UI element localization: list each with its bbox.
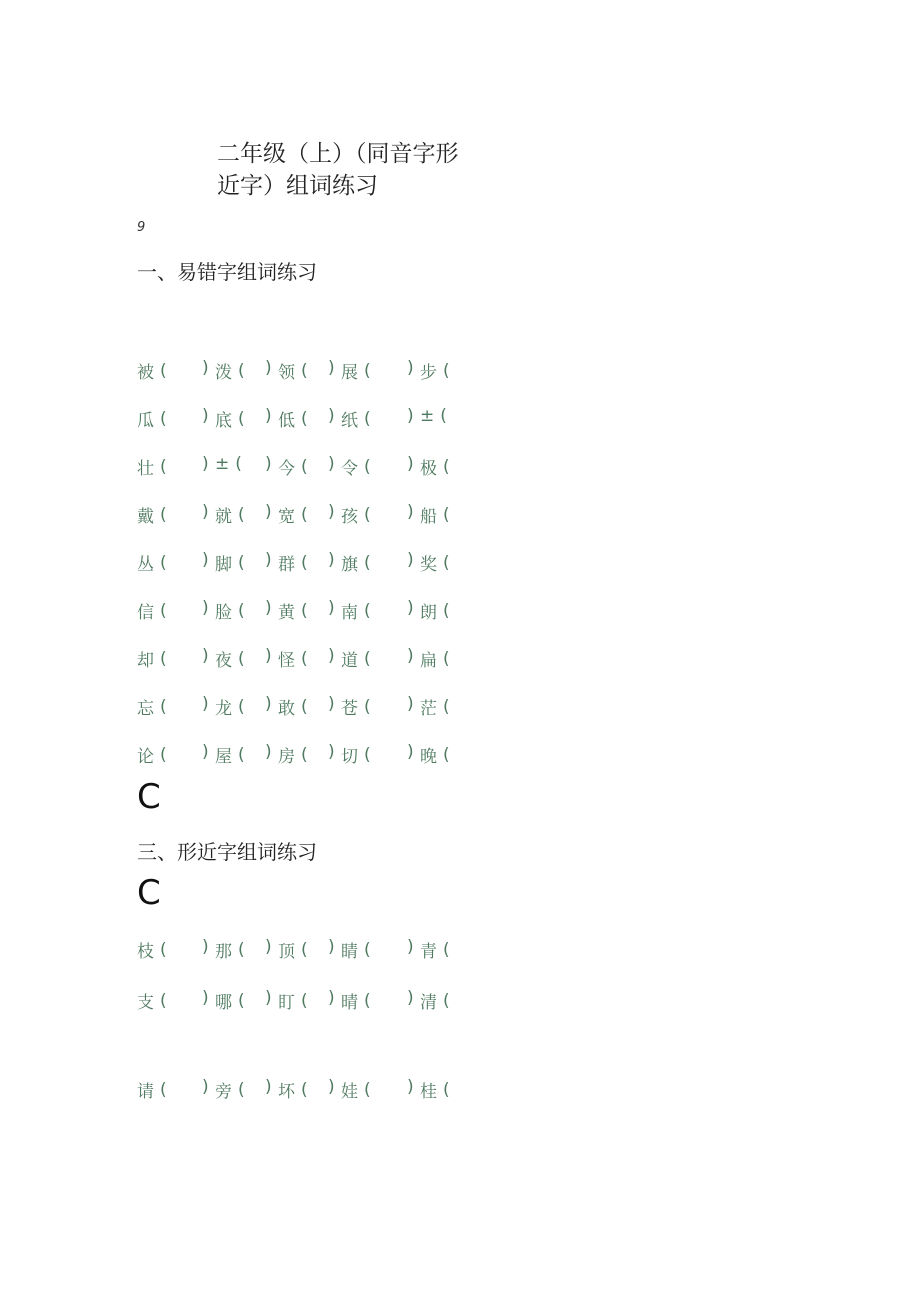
exercise-item [215,406,245,431]
exercise-item [341,358,371,383]
exercise-character: 脸 [215,603,232,623]
exercise-character: 丛 [137,555,154,575]
exercise-item [137,550,167,575]
blank-open-paren: ( [443,744,450,765]
blank-close-paren: ) [328,694,335,714]
exercise-item [278,694,308,719]
blank-open-paren: ( [238,939,245,960]
exercise-item [278,1077,308,1102]
exercise-item [420,646,450,671]
exercise-item [215,694,245,719]
blank-close-paren: ) [265,406,272,426]
exercise-character: 群 [278,555,295,575]
exercise-item [215,454,242,474]
exercise-character: 黄 [278,603,295,623]
blank-open-paren: ( [364,552,371,573]
blank-close-paren: ) [407,742,414,762]
blank-close-paren: ) [202,1077,209,1097]
blank-open-paren: ( [160,408,167,429]
exercise-item [420,598,450,623]
exercise-character: 瓜 [137,411,154,431]
blank-open-paren: ( [364,744,371,765]
exercise-character: 怪 [278,651,295,671]
blank-close-paren: ) [407,358,414,378]
exercise-character: 盯 [278,993,295,1013]
blank-open-paren: ( [364,600,371,621]
blank-open-paren: ( [238,360,245,381]
blank-open-paren: ( [160,600,167,621]
exercise-character: 苍 [341,699,358,719]
exercise-item [341,406,371,431]
blank-close-paren: ) [407,502,414,522]
blank-close-paren: ) [265,550,272,570]
exercise-item [137,937,167,962]
exercise-character: 哪 [215,993,232,1013]
exercise-item [420,742,450,767]
exercise-item [420,550,450,575]
blank-close-paren: ) [202,550,209,570]
blank-open-paren: ( [364,696,371,717]
exercise-item [278,358,308,383]
blank-open-paren: ( [364,504,371,525]
blank-open-paren: ( [160,696,167,717]
title-line-1: 二年级（上）（同音字形 [217,141,459,167]
exercise-character: 壮 [137,459,154,479]
blank-close-paren: ) [407,646,414,666]
exercise-item [278,454,308,479]
section-heading-3: 三、形近字组词练习 [137,840,317,864]
blank-close-paren: ) [265,742,272,762]
blank-open-paren: ( [301,600,308,621]
exercise-character: 被 [137,363,154,383]
blank-open-paren: ( [160,990,167,1011]
exercise-item [278,550,308,575]
blank-open-paren: ( [443,696,450,717]
exercise-character: 夜 [215,651,232,671]
blank-close-paren: ) [202,598,209,618]
exercise-item [215,988,245,1013]
exercise-item [137,1077,167,1102]
exercise-character: 泼 [215,363,232,383]
blank-close-paren: ) [328,502,335,522]
exercise-item [215,598,245,623]
blank-close-paren: ) [202,358,209,378]
exercise-character: 枝 [137,942,154,962]
exercise-item [215,937,245,962]
blank-close-paren: ) [407,694,414,714]
blank-close-paren: ) [328,454,335,474]
blank-open-paren: ( [238,408,245,429]
page-number: 9 [137,220,146,235]
exercise-character: 宽 [278,507,295,527]
exercise-item [278,937,308,962]
exercise-character: 支 [137,993,154,1013]
blank-open-paren: ( [443,552,450,573]
exercise-item [420,454,450,479]
exercise-character: 底 [215,411,232,431]
blank-open-paren: ( [364,1079,371,1100]
title-line-2: 近字）组词练习 [217,173,378,199]
blank-open-paren: ( [301,504,308,525]
blank-open-paren: ( [301,990,308,1011]
exercise-character: 睛 [341,942,358,962]
exercise-character: 桂 [420,1082,437,1102]
exercise-item [278,502,308,527]
blank-close-paren: ) [407,988,414,1008]
exercise-character: 朗 [420,603,437,623]
blank-close-paren: ) [407,598,414,618]
blank-close-paren: ) [328,1077,335,1097]
exercise-character: 戴 [137,507,154,527]
blank-close-paren: ) [202,694,209,714]
exercise-character: 切 [341,747,358,767]
exercise-character: 低 [278,411,295,431]
exercise-item [420,406,447,426]
exercise-character: 奖 [420,555,437,575]
exercise-character: 纸 [341,411,358,431]
exercise-item [420,1077,450,1102]
marker-letter-2: C [137,873,161,913]
blank-open-paren: ( [160,456,167,477]
blank-close-paren: ) [328,406,335,426]
blank-close-paren: ) [328,358,335,378]
blank-open-paren: ( [238,744,245,765]
exercise-character: 却 [137,651,154,671]
blank-close-paren: ) [407,454,414,474]
exercise-item [137,358,167,383]
blank-open-paren: ( [364,939,371,960]
blank-open-paren: ( [238,696,245,717]
exercise-character: 孩 [341,507,358,527]
exercise-character: 领 [278,363,295,383]
exercise-item [420,502,450,527]
exercise-item [278,598,308,623]
exercise-character: 船 [420,507,437,527]
exercise-character: 忘 [137,699,154,719]
blank-close-paren: ) [202,502,209,522]
exercise-item [341,1077,371,1102]
exercise-item [137,646,167,671]
exercise-character: 旁 [215,1082,232,1102]
blank-close-paren: ) [202,454,209,474]
blank-open-paren: ( [301,360,308,381]
blank-open-paren: ( [238,600,245,621]
exercise-character: 茫 [420,699,437,719]
exercise-character: 晚 [420,747,437,767]
blank-close-paren: ) [202,646,209,666]
exercise-item [420,988,450,1013]
blank-close-paren: ) [328,988,335,1008]
exercise-item [137,988,167,1013]
exercise-item [420,358,450,383]
blank-close-paren: ) [407,406,414,426]
blank-open-paren: ( [160,939,167,960]
blank-close-paren: ) [407,550,414,570]
blank-open-paren: ( [364,990,371,1011]
exercise-character: 扁 [420,651,437,671]
exercise-character: 展 [341,363,358,383]
blank-close-paren: ) [265,937,272,957]
exercise-item [341,694,371,719]
blank-open-paren: ( [301,648,308,669]
blank-open-paren: ( [301,408,308,429]
exercise-character: 论 [137,747,154,767]
blank-open-paren: ( [443,990,450,1011]
exercise-character: 那 [215,942,232,962]
exercise-character: 今 [278,459,295,479]
exercise-item [215,502,245,527]
blank-open-paren: ( [160,552,167,573]
blank-open-paren: ( [160,504,167,525]
blank-open-paren: ( [301,696,308,717]
exercise-item [137,406,167,431]
blank-close-paren: ) [328,937,335,957]
blank-close-paren: ) [265,454,272,474]
blank-open-paren: ( [238,1079,245,1100]
blank-close-paren: ) [265,988,272,1008]
exercise-character: 信 [137,603,154,623]
exercise-item [420,694,450,719]
exercise-item [278,406,308,431]
exercise-character: 屋 [215,747,232,767]
blank-close-paren: ) [202,937,209,957]
exercise-item [341,454,371,479]
blank-close-paren: ) [202,742,209,762]
exercise-item [137,598,167,623]
exercise-character: 步 [420,363,437,383]
exercise-character: 龙 [215,699,232,719]
exercise-character: 南 [341,603,358,623]
exercise-item [215,1077,245,1102]
blank-open-paren: ( [443,504,450,525]
blank-open-paren: ( [238,552,245,573]
exercise-item [341,502,371,527]
exercise-character: 脚 [215,555,232,575]
blank-close-paren: ) [265,502,272,522]
blank-close-paren: ) [265,1077,272,1097]
exercise-item [137,742,167,767]
exercise-item [341,988,371,1013]
exercise-character: 青 [420,942,437,962]
blank-open-paren: ( [301,456,308,477]
blank-close-paren: ) [265,646,272,666]
exercise-item [278,742,308,767]
exercise-character: 房 [278,747,295,767]
exercise-item [341,550,371,575]
blank-close-paren: ) [407,1077,414,1097]
blank-close-paren: ) [328,550,335,570]
blank-open-paren: ( [364,408,371,429]
exercise-character: 坏 [278,1082,295,1102]
blank-open-paren: ( [443,360,450,381]
blank-open-paren: ( [160,1079,167,1100]
exercise-item [341,646,371,671]
exercise-character: 请 [137,1082,154,1102]
blank-open-paren: ( [301,1079,308,1100]
exercise-character: 娃 [341,1082,358,1102]
exercise-item [215,358,245,383]
blank-close-paren: ) [407,937,414,957]
blank-open-paren: ( [235,454,242,474]
exercise-character: ± [420,406,435,426]
blank-open-paren: ( [443,939,450,960]
blank-close-paren: ) [328,646,335,666]
blank-open-paren: ( [301,552,308,573]
exercise-item [278,646,308,671]
blank-open-paren: ( [160,744,167,765]
blank-open-paren: ( [160,648,167,669]
exercise-character: 清 [420,993,437,1013]
blank-close-paren: ) [328,742,335,762]
exercise-character: 极 [420,459,437,479]
exercise-character: 晴 [341,993,358,1013]
blank-close-paren: ) [328,598,335,618]
blank-open-paren: ( [440,406,447,426]
exercise-item [341,598,371,623]
exercise-item [137,502,167,527]
section-heading-1: 一、易错字组词练习 [137,260,317,284]
blank-close-paren: ) [202,988,209,1008]
blank-open-paren: ( [301,939,308,960]
blank-open-paren: ( [238,990,245,1011]
blank-close-paren: ) [265,694,272,714]
blank-open-paren: ( [443,456,450,477]
blank-close-paren: ) [265,358,272,378]
exercise-item [278,988,308,1013]
exercise-character: 令 [341,459,358,479]
blank-open-paren: ( [443,600,450,621]
blank-close-paren: ) [202,406,209,426]
exercise-character: 顶 [278,942,295,962]
exercise-item [215,742,245,767]
blank-open-paren: ( [364,360,371,381]
exercise-item [215,646,245,671]
exercise-character: ± [215,454,230,474]
exercise-item [137,454,167,479]
exercise-character: 旗 [341,555,358,575]
exercise-item [420,937,450,962]
exercise-item [341,937,371,962]
exercise-character: 就 [215,507,232,527]
blank-open-paren: ( [301,744,308,765]
exercise-item [137,694,167,719]
blank-open-paren: ( [364,456,371,477]
marker-letter-1: C [137,777,161,817]
blank-open-paren: ( [443,648,450,669]
exercise-character: 敢 [278,699,295,719]
blank-open-paren: ( [364,648,371,669]
exercise-item [341,742,371,767]
blank-open-paren: ( [160,360,167,381]
blank-open-paren: ( [238,648,245,669]
document-title [217,138,517,202]
blank-open-paren: ( [443,1079,450,1100]
exercise-character: 道 [341,651,358,671]
exercise-item [215,550,245,575]
blank-close-paren: ) [265,598,272,618]
blank-open-paren: ( [238,504,245,525]
